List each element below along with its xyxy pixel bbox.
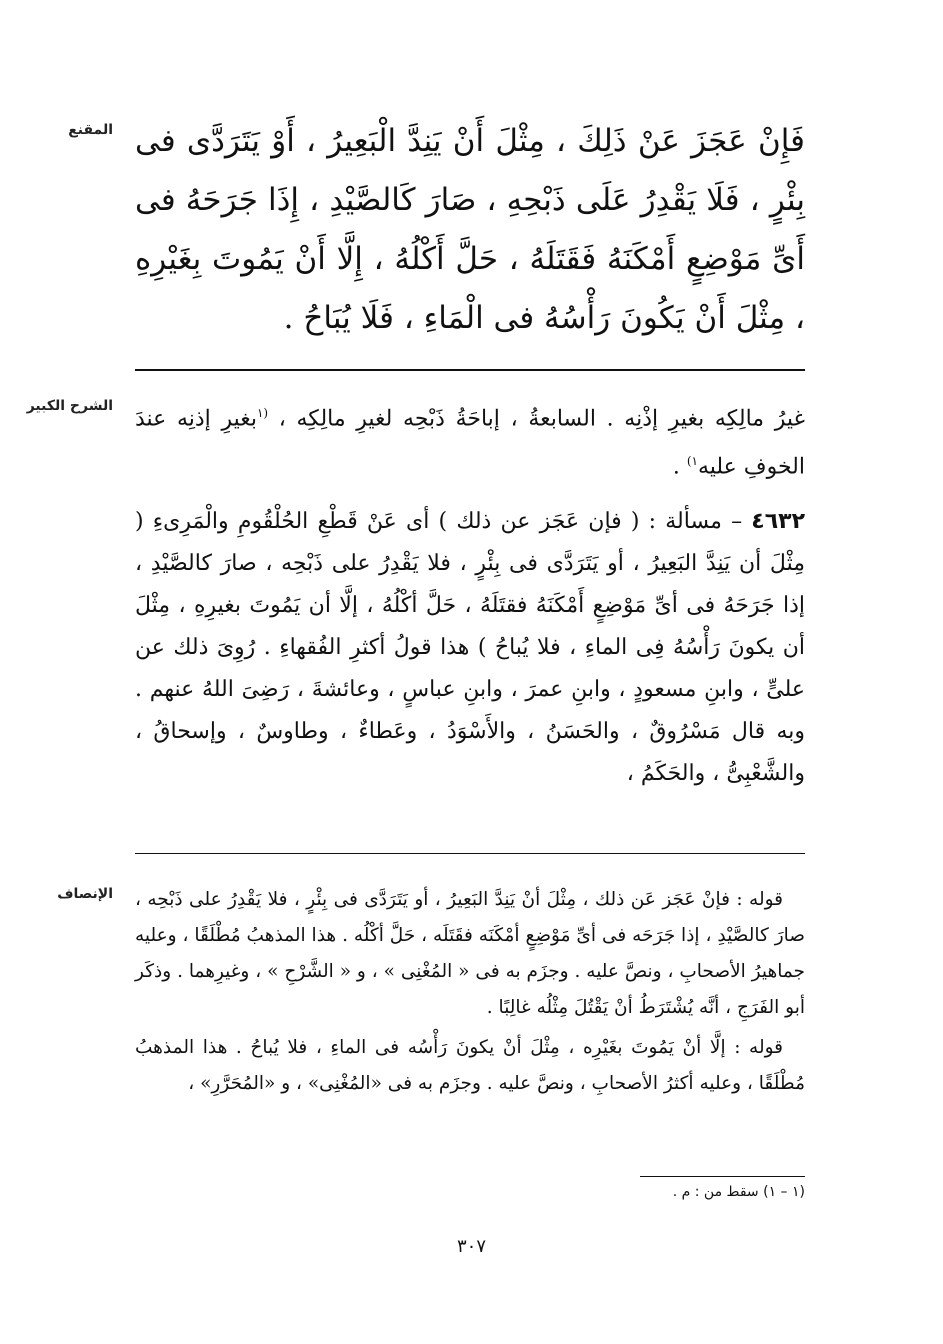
insaf-label: الإنصاف — [57, 886, 113, 902]
insaf-paragraph-2: قوله : إلَّا أنْ يَمُوتَ بغَيْرِه ، مِثْلَ أنْ يكونَ رَأْسُه فى الماءِ ، فلا يُباحُ . هذا المذهبُ مُطْلَقًا ، وعليه أكثرُ الأصحابِ ، ونصَّ عليه . وجزَم به فى «المُغْنِى» ، و «المُحَرَّرِ» ، — [135, 1037, 805, 1094]
insaf-text — [135, 882, 805, 1102]
muqni-text — [135, 112, 805, 348]
sharh-p2-text: – مسألة : ( فإن عَجَز عن ذلك ) أى عَنْ قَطْعِ الحُلْقُومِ والْمَرِىءِ ( مِثْلَ أن يَنِدَّ البَعِيرُ ، أو يَتَرَدَّى فى بِئْرٍ ، فلا يَقْدِرُ على ذَبْحِه ، صارَ كالصَّيْدِ ، إذا جَرَحَهُ فى أىِّ مَوْضِعٍ أَمْكَنَهُ فقتَلَهُ ، حَلَّ أكْلُهُ ، إلَّا أن يَمُوتَ بغيرِهِ ، مِثْلَ أن يكونَ رَأْسُهُ فِى الماءِ ، فلا يُباحُ ) هذا قولُ أكثرِ الفُقهاءِ . رُوِىَ ذلك عن علىٍّ ، وابنِ مسعودٍ ، وابنِ عمرَ ، وابنِ عباسٍ ، وعائشةَ ، رَضِىَ اللهُ عنهم . وبه قال مَسْرُوقٌ ، والحَسَنُ ، والأَسْوَدُ ، وعَطاءٌ ، وطاوسٌ ، وإسحاقُ ، والشَّعْبِىُّ ، والحَكَمُ ، — [135, 508, 805, 786]
insaf-paragraph-1: قوله : فإنْ عَجَز عَن ذلك ، مِثْلَ أنْ يَنِدَّ البَعِيرُ ، أو يَتَرَدَّى فى بِئْرٍ ، فلا يَقْدِرُ على ذَبْحِه ، صارَ كالصَّيْدِ ، إذا جَرَحَه فى أىِّ مَوْضِعٍ أمْكَنَه فقَتَلَه ، حَلَّ أكْلُه . هذا المذهبُ مُطْلَقًا ، وعليه جماهيرُ الأصحابِ ، ونصَّ عليه . وجزَم به فى « المُغْنِى » ، و « الشَّرْحِ » ، وغيرِهما . وذكَر أبو الفَرَجِ ، أنَّه يُشْتَرَطُ أنْ يَقْتُلَ مِثْلُه غالِبًا . — [135, 889, 805, 1018]
sharh-p1-end: . — [672, 454, 687, 480]
footnote-mark-close: ١) — [686, 454, 698, 469]
sharh-label: الشرح الكبير — [26, 398, 113, 414]
page-number: ٣٠٧ — [456, 1236, 486, 1257]
footnote-divider — [640, 1176, 805, 1177]
section-divider-middle — [135, 853, 805, 854]
sharh-p1-after: بغيرِ إذنِه عندَ الخوفِ عليه — [135, 406, 805, 480]
sharh-p1-before: غيرُ مالِكِه بغيرِ إذْنِه . السابعةُ ، إباحَةُ ذَبْحِه لغيرِ مالِكِه ، — [268, 406, 805, 432]
section-divider-top — [135, 369, 805, 371]
muqni-paragraph: فَإِنْ عَجَزَ عَنْ ذَلِكَ ، مِثْلَ أَنْ يَنِدَّ الْبَعِيرُ ، أَوْ يَتَرَدَّى فى بِئْرٍ ، فَلَا يَقْدِرُ عَلَى ذَبْحِهِ ، صَارَ كَالصَّيْدِ ، إِذَا جَرَحَهُ فى أَىِّ مَوْضِعٍ أَمْكَنَهُ فَقَتَلَهُ ، حَلَّ أَكْلُهُ ، إِلَّا أَنْ يَمُوتَ بِغَيْرِهِ ، مِثْلَ أَنْ يَكُونَ رَأْسُهُ فى الْمَاءِ ، فَلَا يُبَاحُ . — [135, 123, 805, 336]
muqni-section — [0, 112, 943, 362]
muqni-label: المقنع — [68, 122, 113, 138]
sharh-paragraph-1 — [135, 392, 805, 489]
footnote: (١ – ١) سقط من : م . — [672, 1184, 805, 1200]
sharh-paragraph-2 — [135, 501, 805, 795]
insaf-section — [0, 882, 943, 1162]
sharh-text — [135, 392, 805, 795]
footnote-mark-open: (١ — [256, 406, 269, 420]
sharh-section — [0, 392, 943, 842]
issue-number: ٤٦٣٢ — [751, 508, 805, 534]
